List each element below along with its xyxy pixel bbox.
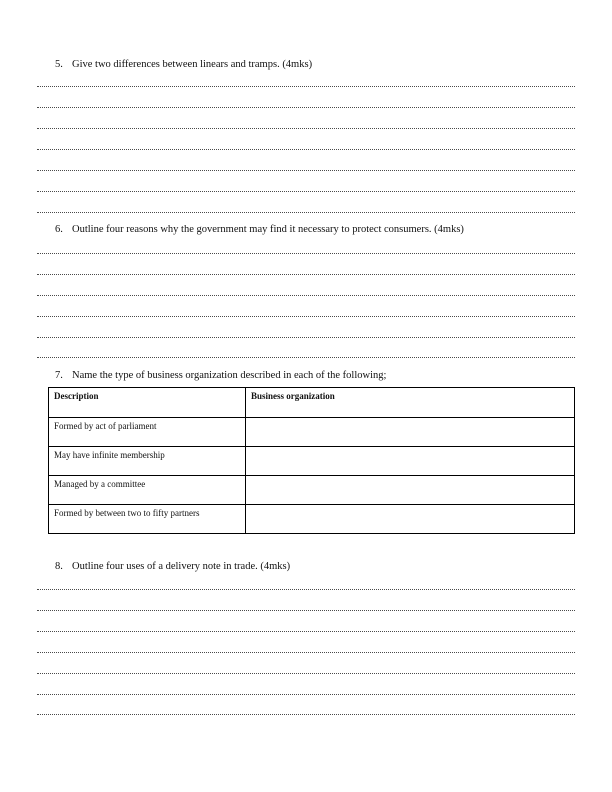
table-row [49, 447, 575, 476]
question-number: 7. [55, 370, 63, 381]
column-header-description: Description [49, 388, 246, 418]
answer-line[interactable] [37, 673, 575, 674]
question-8 [55, 560, 290, 573]
description-cell: May have infinite membership [49, 447, 246, 476]
question-text: Outline four reasons why the government may find it necessary to protect consumers. (4mks) [72, 224, 464, 235]
table-row [49, 418, 575, 447]
answer-line[interactable] [37, 589, 575, 590]
question-7 [55, 369, 386, 382]
column-header-business-organization: Business organization [246, 388, 575, 418]
answer-cell[interactable] [246, 505, 575, 534]
answer-line[interactable] [37, 316, 575, 317]
answer-line[interactable] [37, 274, 575, 275]
question-number: 6. [55, 224, 63, 235]
answer-line[interactable] [37, 295, 575, 296]
answer-cell[interactable] [246, 447, 575, 476]
answer-line[interactable] [37, 337, 575, 338]
table-row [49, 476, 575, 505]
question-5 [55, 58, 312, 71]
description-cell: Formed by between two to fifty partners [49, 505, 246, 534]
answer-line[interactable] [37, 694, 575, 695]
answer-line[interactable] [37, 714, 575, 715]
question-text: Outline four uses of a delivery note in trade. (4mks) [72, 561, 291, 572]
answer-line[interactable] [37, 610, 575, 611]
answer-line[interactable] [37, 253, 575, 254]
answer-line[interactable] [37, 212, 575, 213]
answer-line[interactable] [37, 149, 575, 150]
answer-line[interactable] [37, 652, 575, 653]
table-header-row [49, 388, 575, 418]
answer-line[interactable] [37, 631, 575, 632]
answer-line[interactable] [37, 357, 575, 358]
answer-line[interactable] [37, 86, 575, 87]
answer-line[interactable] [37, 128, 575, 129]
question-number: 8. [55, 561, 63, 572]
answer-line[interactable] [37, 107, 575, 108]
description-cell: Formed by act of parliament [49, 418, 246, 447]
question-6 [55, 223, 464, 236]
answer-line[interactable] [37, 191, 575, 192]
question-text: Name the type of business organization described in each of the following; [72, 370, 387, 381]
answer-line[interactable] [37, 170, 575, 171]
question-text: Give two differences between linears and tramps. (4mks) [72, 59, 313, 70]
answer-cell[interactable] [246, 476, 575, 505]
business-organization-table [48, 387, 575, 534]
table-row [49, 505, 575, 534]
question-number: 5. [55, 59, 63, 70]
answer-cell[interactable] [246, 418, 575, 447]
description-cell: Managed by a committee [49, 476, 246, 505]
